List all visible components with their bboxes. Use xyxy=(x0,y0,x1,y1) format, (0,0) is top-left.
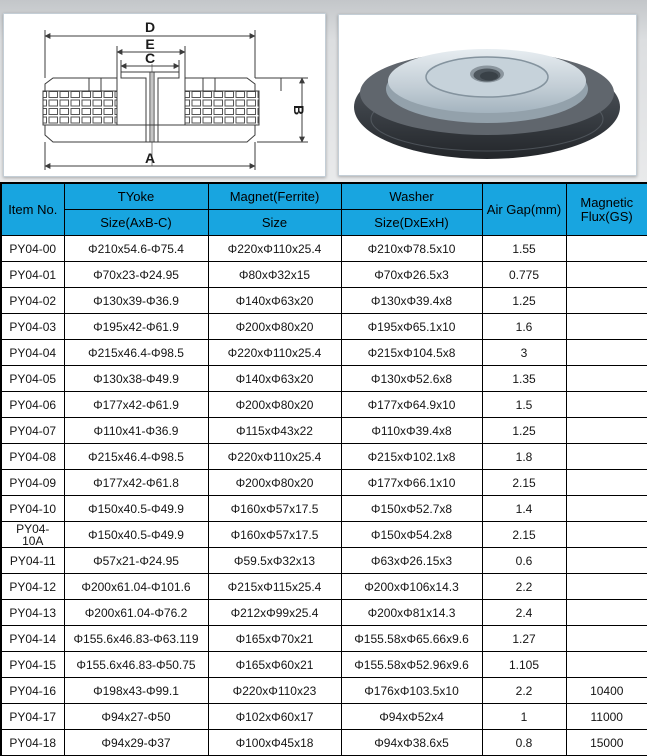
spec-table-header xyxy=(1,183,647,236)
tyoke-size-cell: Φ155.6x46.83-Φ50.75 xyxy=(64,652,208,678)
col-subheader-magnet-size: Size xyxy=(208,210,341,236)
table-row xyxy=(1,652,647,678)
washer-size-cell: Φ63xΦ26.15x3 xyxy=(341,548,482,574)
air-gap-cell: 1 xyxy=(482,704,566,730)
air-gap-cell: 1.105 xyxy=(482,652,566,678)
flux-cell xyxy=(566,496,647,522)
table-row xyxy=(1,418,647,444)
magnet-size-cell: Φ220xΦ110x25.4 xyxy=(208,340,341,366)
tyoke-size-cell: Φ57x21-Φ24.95 xyxy=(64,548,208,574)
magnet-size-cell: Φ220xΦ110x25.4 xyxy=(208,236,341,262)
flux-cell xyxy=(566,470,647,496)
washer-size-cell: Φ176xΦ103.5x10 xyxy=(341,678,482,704)
item-no-cell: PY04-07 xyxy=(1,418,64,444)
flux-cell xyxy=(566,652,647,678)
air-gap-cell: 1.5 xyxy=(482,392,566,418)
washer-size-cell: Φ130xΦ39.4x8 xyxy=(341,288,482,314)
col-header-item-no: Item No. xyxy=(1,183,64,236)
magnet-size-cell: Φ115xΦ43x22 xyxy=(208,418,341,444)
item-no-cell: PY04-10A xyxy=(1,522,64,548)
table-row xyxy=(1,444,647,470)
air-gap-cell: 3 xyxy=(482,340,566,366)
magnet-size-cell: Φ140xΦ63x20 xyxy=(208,288,341,314)
magnet-size-cell: Φ160xΦ57x17.5 xyxy=(208,522,341,548)
tyoke-size-cell: Φ200x61.04-Φ101.6 xyxy=(64,574,208,600)
item-no-cell: PY04-16 xyxy=(1,678,64,704)
magnet-size-cell: Φ220xΦ110x25.4 xyxy=(208,444,341,470)
col-header-air-gap: Air Gap(mm) xyxy=(482,183,566,236)
col-header-flux: Magnetic Flux(GS) xyxy=(566,183,647,236)
washer-size-cell: Φ195xΦ65.1x10 xyxy=(341,314,482,340)
flux-cell xyxy=(566,444,647,470)
air-gap-cell: 1.35 xyxy=(482,366,566,392)
washer-size-cell: Φ150xΦ52.7x8 xyxy=(341,496,482,522)
air-gap-cell: 1.6 xyxy=(482,314,566,340)
tyoke-size-cell: Φ94x27-Φ50 xyxy=(64,704,208,730)
dim-label-b: B xyxy=(291,104,307,116)
air-gap-cell: 2.15 xyxy=(482,470,566,496)
item-no-cell: PY04-15 xyxy=(1,652,64,678)
technical-diagram-panel xyxy=(3,13,326,177)
table-row xyxy=(1,262,647,288)
washer-size-cell: Φ210xΦ78.5x10 xyxy=(341,236,482,262)
magnet-size-cell: Φ80xΦ32x15 xyxy=(208,262,341,288)
table-row xyxy=(1,600,647,626)
tyoke-size-cell: Φ94x29-Φ37 xyxy=(64,730,208,756)
table-row xyxy=(1,236,647,262)
magnet-size-cell: Φ165xΦ70x21 xyxy=(208,626,341,652)
col-header-washer: Washer xyxy=(341,183,482,210)
col-subheader-tyoke-size: Size(AxB-C) xyxy=(64,210,208,236)
dim-label-a: A xyxy=(144,150,156,166)
tyoke-size-cell: Φ70x23-Φ24.95 xyxy=(64,262,208,288)
tyoke-size-cell: Φ150x40.5-Φ49.9 xyxy=(64,522,208,548)
magnet-size-cell: Φ200xΦ80x20 xyxy=(208,314,341,340)
tyoke-size-cell: Φ177x42-Φ61.8 xyxy=(64,470,208,496)
flux-cell xyxy=(566,340,647,366)
magnet-size-cell: Φ160xΦ57x17.5 xyxy=(208,496,341,522)
magnet-size-cell: Φ100xΦ45x18 xyxy=(208,730,341,756)
flux-cell xyxy=(566,262,647,288)
dim-label-d: D xyxy=(144,19,156,35)
spec-table xyxy=(0,182,647,756)
washer-size-cell: Φ215xΦ104.5x8 xyxy=(341,340,482,366)
item-no-cell: PY04-12 xyxy=(1,574,64,600)
tyoke-size-cell: Φ130x39-Φ36.9 xyxy=(64,288,208,314)
tyoke-size-cell: Φ200x61.04-Φ76.2 xyxy=(64,600,208,626)
flux-cell xyxy=(566,236,647,262)
table-row xyxy=(1,470,647,496)
air-gap-cell: 1.55 xyxy=(482,236,566,262)
air-gap-cell: 1.8 xyxy=(482,444,566,470)
item-no-cell: PY04-06 xyxy=(1,392,64,418)
flux-cell xyxy=(566,314,647,340)
flux-cell xyxy=(566,366,647,392)
tyoke-size-cell: Φ155.6x46.83-Φ63.119 xyxy=(64,626,208,652)
washer-size-cell: Φ215xΦ102.1x8 xyxy=(341,444,482,470)
air-gap-cell: 1.25 xyxy=(482,418,566,444)
flux-cell xyxy=(566,574,647,600)
air-gap-cell: 2.4 xyxy=(482,600,566,626)
tyoke-size-cell: Φ215x46.4-Φ98.5 xyxy=(64,340,208,366)
air-gap-cell: 1.4 xyxy=(482,496,566,522)
washer-size-cell: Φ200xΦ106x14.3 xyxy=(341,574,482,600)
table-row xyxy=(1,314,647,340)
top-section xyxy=(0,0,647,182)
washer-size-cell: Φ177xΦ64.9x10 xyxy=(341,392,482,418)
air-gap-cell: 2.2 xyxy=(482,678,566,704)
table-row xyxy=(1,548,647,574)
technical-diagram xyxy=(4,14,325,176)
magnet-size-cell: Φ102xΦ60x17 xyxy=(208,704,341,730)
tyoke-size-cell: Φ195x42-Φ61.9 xyxy=(64,314,208,340)
table-row xyxy=(1,678,647,704)
air-gap-cell: 1.25 xyxy=(482,288,566,314)
item-no-cell: PY04-04 xyxy=(1,340,64,366)
flux-cell xyxy=(566,548,647,574)
washer-size-cell: Φ200xΦ81x14.3 xyxy=(341,600,482,626)
magnet-size-cell: Φ165xΦ60x21 xyxy=(208,652,341,678)
product-photo-panel xyxy=(338,14,637,176)
washer-size-cell: Φ94xΦ38.6x5 xyxy=(341,730,482,756)
magnet-size-cell: Φ212xΦ99x25.4 xyxy=(208,600,341,626)
flux-cell: 15000 xyxy=(566,730,647,756)
tyoke-size-cell: Φ177x42-Φ61.9 xyxy=(64,392,208,418)
flux-cell xyxy=(566,522,647,548)
table-row xyxy=(1,574,647,600)
table-row xyxy=(1,366,647,392)
table-row xyxy=(1,288,647,314)
tyoke-size-cell: Φ130x38-Φ49.9 xyxy=(64,366,208,392)
washer-size-cell: Φ155.58xΦ52.96x9.6 xyxy=(341,652,482,678)
table-row xyxy=(1,340,647,366)
tyoke-size-cell: Φ110x41-Φ36.9 xyxy=(64,418,208,444)
flux-cell: 11000 xyxy=(566,704,647,730)
tyoke-size-cell: Φ198x43-Φ99.1 xyxy=(64,678,208,704)
spec-table-body xyxy=(1,236,647,756)
item-no-cell: PY04-10 xyxy=(1,496,64,522)
flux-cell xyxy=(566,418,647,444)
item-no-cell: PY04-09 xyxy=(1,470,64,496)
air-gap-cell: 0.8 xyxy=(482,730,566,756)
air-gap-cell: 2.2 xyxy=(482,574,566,600)
item-no-cell: PY04-17 xyxy=(1,704,64,730)
tyoke-size-cell: Φ210x54.6-Φ75.4 xyxy=(64,236,208,262)
air-gap-cell: 1.27 xyxy=(482,626,566,652)
flux-cell xyxy=(566,600,647,626)
item-no-cell: PY04-00 xyxy=(1,236,64,262)
item-no-cell: PY04-08 xyxy=(1,444,64,470)
flux-cell xyxy=(566,392,647,418)
flux-cell xyxy=(566,626,647,652)
tyoke-size-cell: Φ150x40.5-Φ49.9 xyxy=(64,496,208,522)
item-no-cell: PY04-02 xyxy=(1,288,64,314)
magnet-size-cell: Φ59.5xΦ32x13 xyxy=(208,548,341,574)
item-no-cell: PY04-03 xyxy=(1,314,64,340)
washer-size-cell: Φ110xΦ39.4x8 xyxy=(341,418,482,444)
air-gap-cell: 0.775 xyxy=(482,262,566,288)
item-no-cell: PY04-13 xyxy=(1,600,64,626)
item-no-cell: PY04-18 xyxy=(1,730,64,756)
washer-size-cell: Φ70xΦ26.5x3 xyxy=(341,262,482,288)
washer-size-cell: Φ177xΦ66.1x10 xyxy=(341,470,482,496)
washer-size-cell: Φ150xΦ54.2x8 xyxy=(341,522,482,548)
item-no-cell: PY04-05 xyxy=(1,366,64,392)
item-no-cell: PY04-01 xyxy=(1,262,64,288)
table-row xyxy=(1,392,647,418)
flux-cell: 10400 xyxy=(566,678,647,704)
table-row xyxy=(1,730,647,756)
magnet-size-cell: Φ200xΦ80x20 xyxy=(208,392,341,418)
magnet-size-cell: Φ215xΦ115x25.4 xyxy=(208,574,341,600)
washer-size-cell: Φ130xΦ52.6x8 xyxy=(341,366,482,392)
table-row xyxy=(1,626,647,652)
air-gap-cell: 2.15 xyxy=(482,522,566,548)
col-subheader-washer-size: Size(DxExH) xyxy=(341,210,482,236)
table-row xyxy=(1,704,647,730)
magnet-size-cell: Φ140xΦ63x20 xyxy=(208,366,341,392)
washer-size-cell: Φ155.58xΦ65.66x9.6 xyxy=(341,626,482,652)
dim-label-c: C xyxy=(144,50,156,66)
air-gap-cell: 0.6 xyxy=(482,548,566,574)
dim-label-e: E xyxy=(145,36,155,52)
flux-cell xyxy=(566,288,647,314)
item-no-cell: PY04-14 xyxy=(1,626,64,652)
product-photo xyxy=(339,15,636,175)
tyoke-size-cell: Φ215x46.4-Φ98.5 xyxy=(64,444,208,470)
washer-size-cell: Φ94xΦ52x4 xyxy=(341,704,482,730)
table-row xyxy=(1,496,647,522)
item-no-cell: PY04-11 xyxy=(1,548,64,574)
col-header-tyoke: TYoke xyxy=(64,183,208,210)
magnet-size-cell: Φ200xΦ80x20 xyxy=(208,470,341,496)
magnet-size-cell: Φ220xΦ110x23 xyxy=(208,678,341,704)
col-header-magnet: Magnet(Ferrite) xyxy=(208,183,341,210)
table-row xyxy=(1,522,647,548)
